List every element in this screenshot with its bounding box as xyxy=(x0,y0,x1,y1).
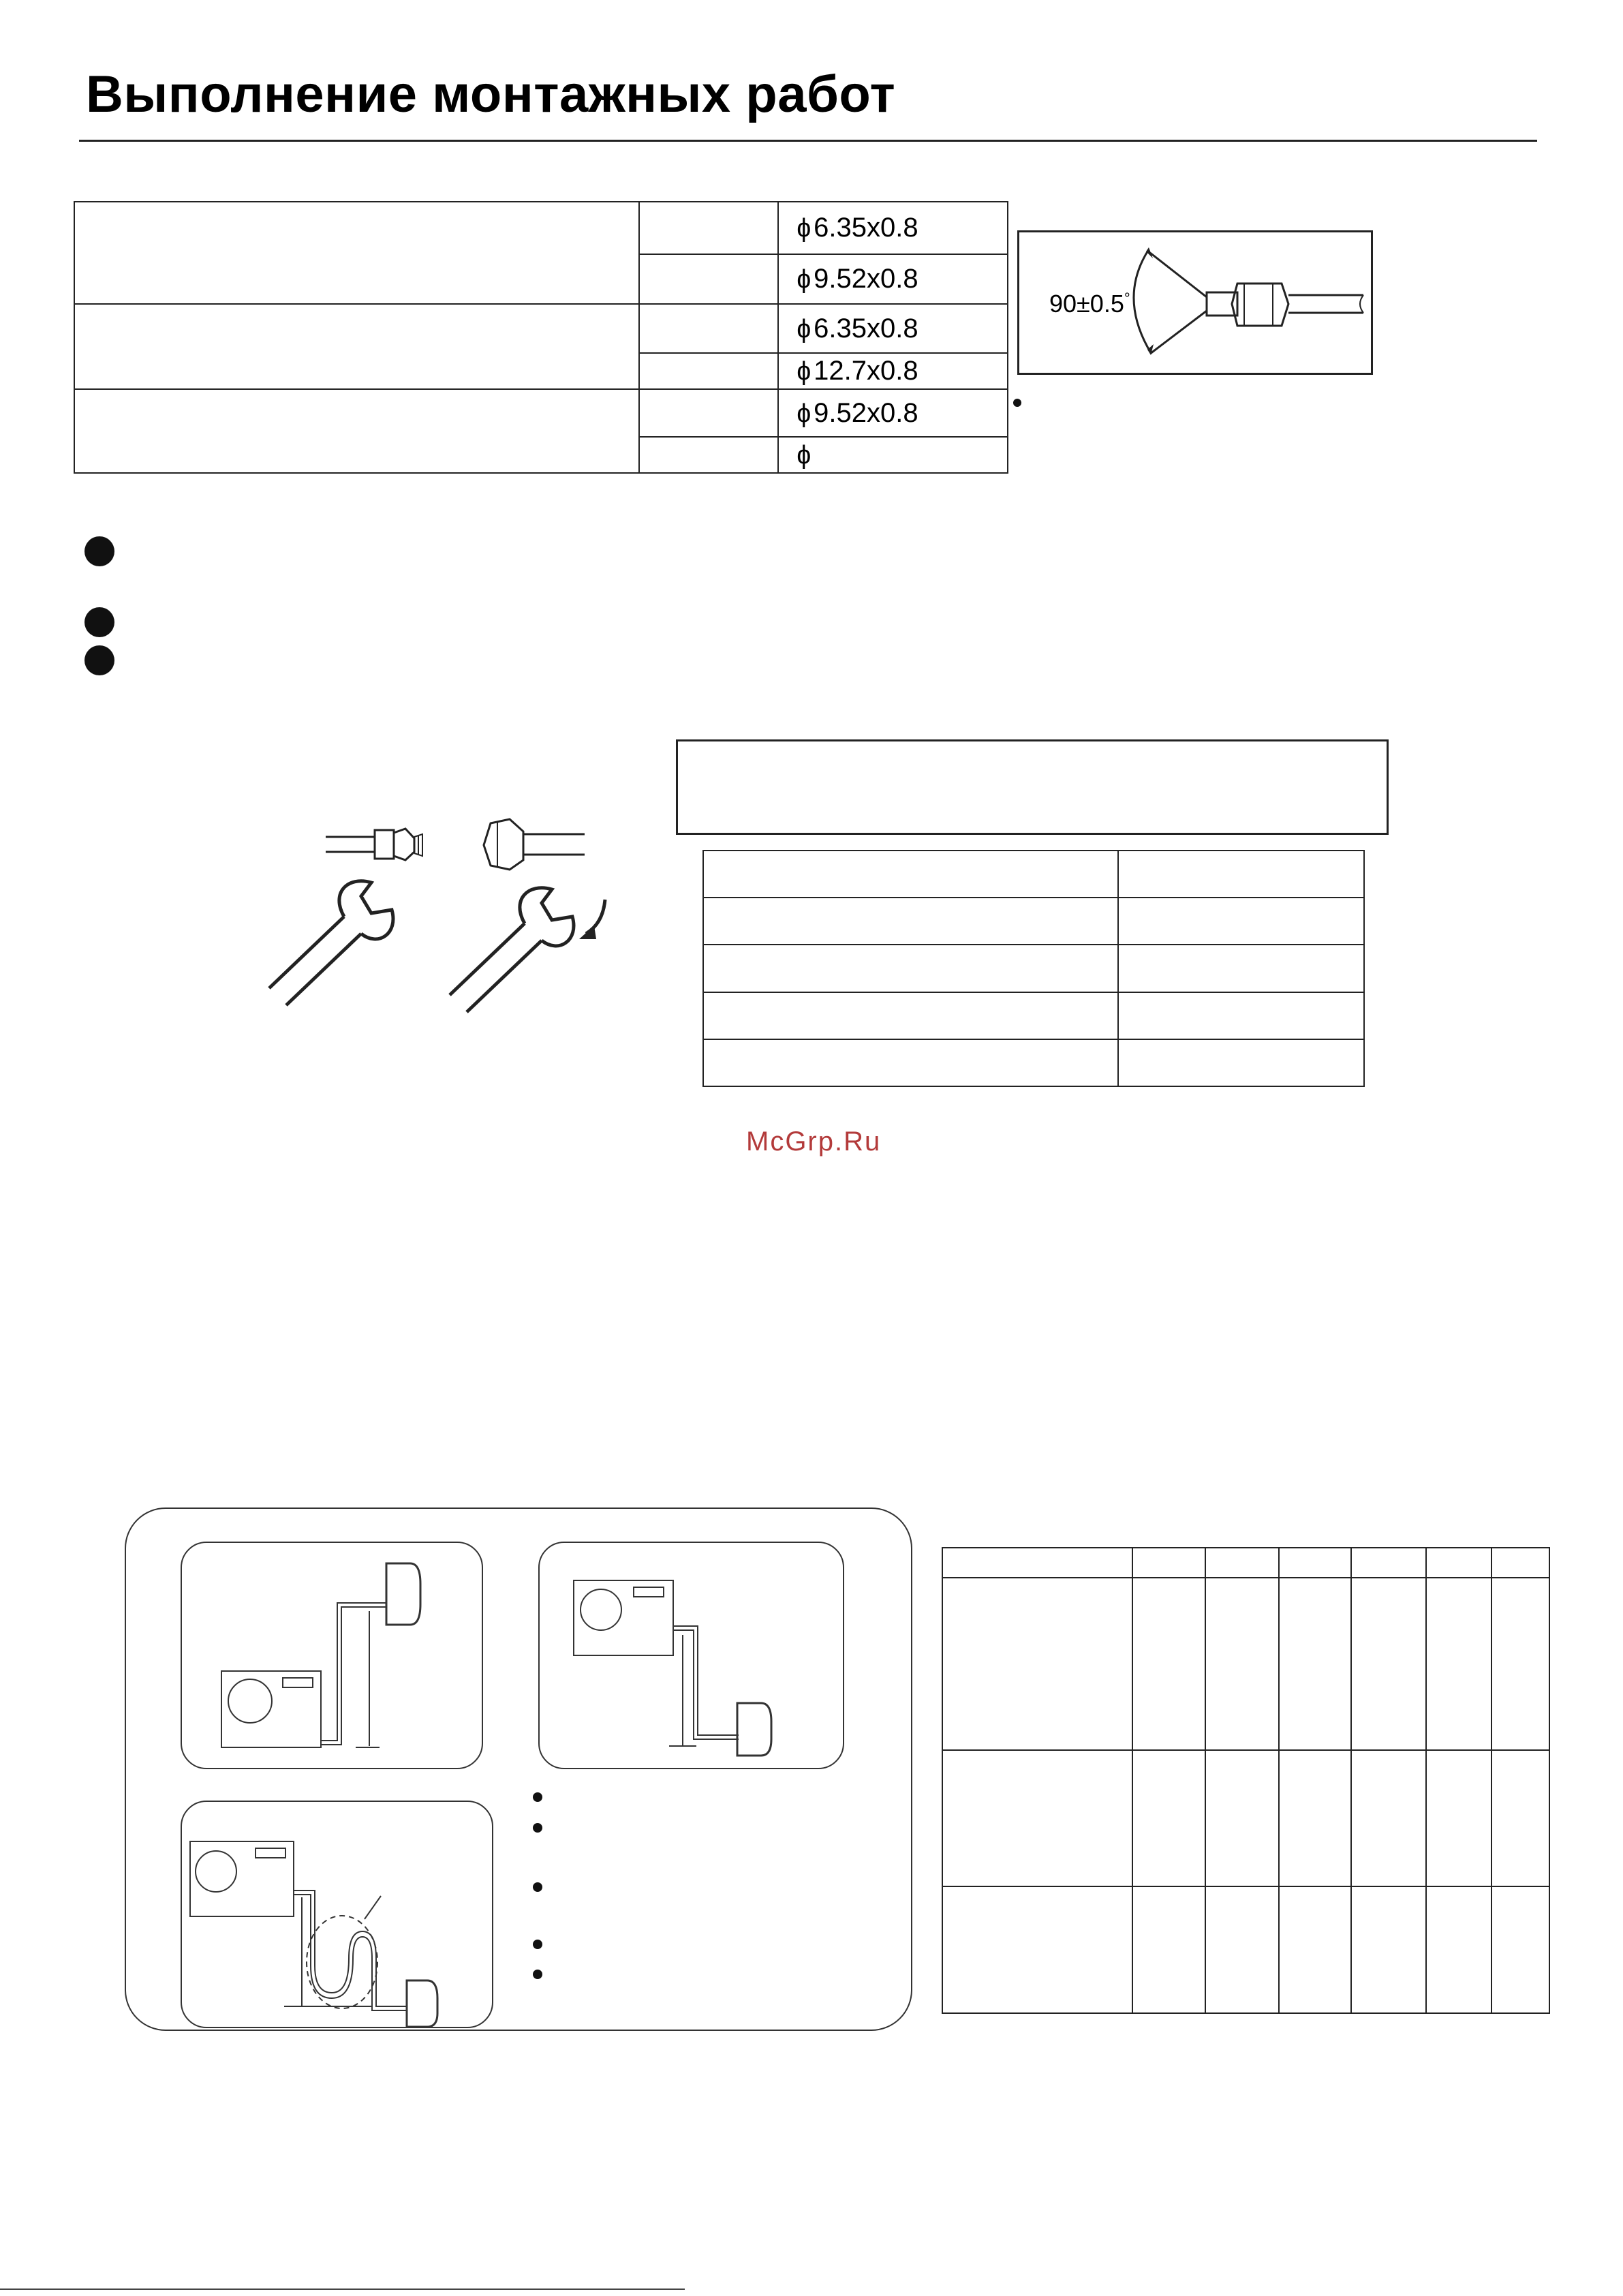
page-title: Выполнение монтажных работ xyxy=(86,65,896,123)
bullet-icon xyxy=(533,1792,542,1802)
table-cell xyxy=(1132,1548,1205,1578)
note-box xyxy=(676,739,1389,835)
table-cell xyxy=(942,1548,1132,1578)
table-cell xyxy=(942,1578,1132,1750)
table-cell xyxy=(703,898,1118,945)
table-cell xyxy=(1426,1750,1491,1886)
wrench-illustration xyxy=(259,804,634,1029)
table-cell xyxy=(74,304,639,389)
table-cell xyxy=(1426,1548,1491,1578)
diagram-outdoor-above xyxy=(538,1542,844,1769)
table-cell xyxy=(74,389,639,473)
table-cell xyxy=(1279,1750,1351,1886)
diagram-oil-trap xyxy=(181,1801,493,2028)
diameter-icon: ɸ xyxy=(797,314,812,343)
table-cell xyxy=(1118,851,1364,898)
table-cell xyxy=(639,389,779,437)
table-cell xyxy=(1491,1750,1549,1886)
table-cell xyxy=(74,202,639,304)
table-cell xyxy=(1205,1578,1279,1750)
table-cell xyxy=(1351,1548,1427,1578)
table-cell xyxy=(1205,1750,1279,1886)
spec-table xyxy=(942,1547,1550,2014)
pipe-size-1: 6.35x0.8 xyxy=(814,213,918,243)
rotate-arrow-icon xyxy=(579,900,605,939)
table-cell xyxy=(1118,945,1364,992)
bullet-icon xyxy=(84,536,114,566)
flare-diagram xyxy=(1017,230,1373,375)
table-cell-size xyxy=(778,437,1008,473)
bullet-icon xyxy=(84,607,114,637)
wrench-icon xyxy=(450,888,574,1012)
table-cell xyxy=(1426,1886,1491,2013)
bullet-icon xyxy=(533,1940,542,1949)
table-cell xyxy=(1118,992,1364,1039)
wrench-icon xyxy=(269,881,393,1005)
table-cell xyxy=(639,254,779,304)
table-cell xyxy=(1118,1039,1364,1086)
table-cell-size xyxy=(778,202,1008,254)
outdoor-unit-icon xyxy=(182,1802,492,2027)
table-cell xyxy=(1351,1750,1427,1886)
table-cell xyxy=(1205,1886,1279,2013)
table-cell xyxy=(1279,1578,1351,1750)
table-cell xyxy=(1205,1548,1279,1578)
bullet-icon xyxy=(533,1970,542,1979)
table-cell xyxy=(703,945,1118,992)
bullet-icon xyxy=(533,1882,542,1892)
table-cell xyxy=(1132,1750,1205,1886)
diagram-outdoor-below xyxy=(181,1542,483,1769)
table-cell xyxy=(639,202,779,254)
flare-nut-icon xyxy=(484,819,585,870)
table-cell-size xyxy=(778,304,1008,353)
diameter-icon: ɸ xyxy=(797,357,812,386)
table-cell-size xyxy=(778,254,1008,304)
table-cell-size xyxy=(778,389,1008,437)
diameter-icon: ɸ xyxy=(797,399,812,428)
pipe-fitting-icon xyxy=(326,829,422,860)
table-cell xyxy=(1491,1578,1549,1750)
table-cell-size xyxy=(778,353,1008,389)
diameter-icon: ɸ xyxy=(797,214,812,243)
table-cell xyxy=(1279,1886,1351,2013)
table-cell xyxy=(703,851,1118,898)
table-cell xyxy=(1426,1578,1491,1750)
table-cell xyxy=(1132,1578,1205,1750)
pipe-size-4: 12.7x0.8 xyxy=(814,356,918,386)
table-cell xyxy=(639,304,779,353)
indoor-unit-icon xyxy=(540,1543,843,1768)
table-cell xyxy=(1132,1886,1205,2013)
bullet-icon xyxy=(533,1823,542,1833)
outdoor-unit-icon xyxy=(182,1543,482,1768)
title-divider xyxy=(79,140,1537,142)
table-cell xyxy=(1279,1548,1351,1578)
torque-table xyxy=(702,850,1365,1087)
watermark: McGrp.Ru xyxy=(746,1127,882,1157)
bullet-icon xyxy=(1013,399,1021,407)
diameter-icon: ɸ xyxy=(797,265,812,294)
table-cell xyxy=(639,353,779,389)
table-cell xyxy=(703,992,1118,1039)
flare-nut-icon xyxy=(1019,232,1371,373)
table-cell xyxy=(1491,1886,1549,2013)
pipe-size-3: 6.35x0.8 xyxy=(814,313,918,343)
flare-angle-label: 90±0.5° xyxy=(1049,290,1130,318)
footer-rule xyxy=(0,2289,685,2290)
table-cell xyxy=(639,437,779,473)
table-cell xyxy=(942,1750,1132,1886)
pipe-size-table xyxy=(74,201,1008,474)
table-cell xyxy=(1351,1886,1427,2013)
table-cell xyxy=(1118,898,1364,945)
table-cell xyxy=(1351,1578,1427,1750)
diameter-icon: ɸ xyxy=(797,441,812,470)
pipe-size-2: 9.52x0.8 xyxy=(814,264,918,294)
pipe-size-5: 9.52x0.8 xyxy=(814,397,918,428)
table-cell xyxy=(703,1039,1118,1086)
table-cell xyxy=(1491,1548,1549,1578)
table-cell xyxy=(942,1886,1132,2013)
bullet-icon xyxy=(84,645,114,675)
